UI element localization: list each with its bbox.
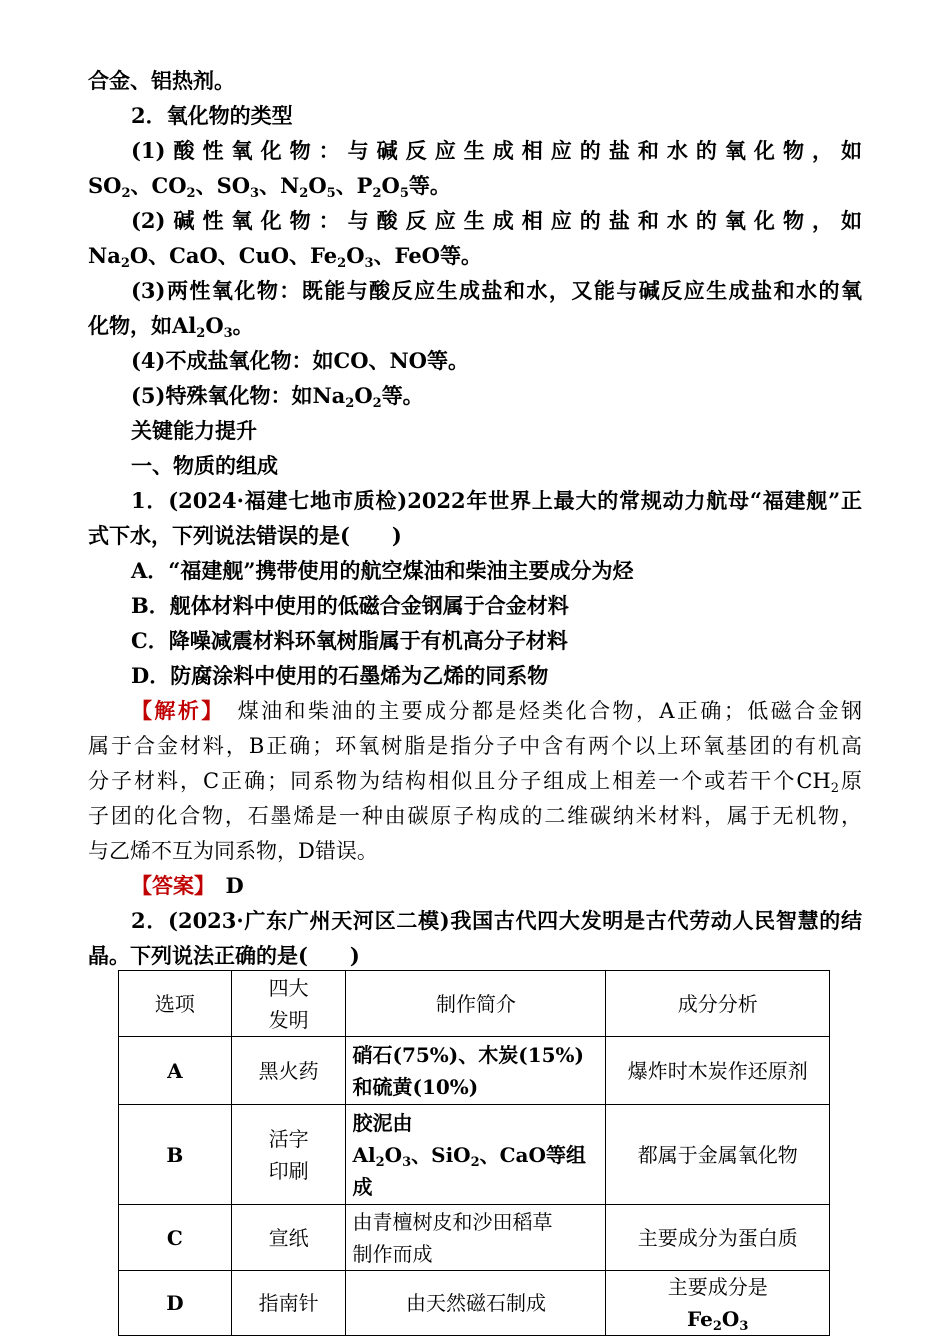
question-2-stem: 2．(2023·广东广州天河区二模)我国古代四大发明是古代劳动人民智慧的结: [131, 908, 862, 933]
inventions-table: [118, 970, 830, 1336]
analysis-label: 【解析】: [131, 698, 215, 723]
section-title: 关键能力提升: [131, 418, 257, 443]
question-1-stem: 1．(2024·福建七地市质检)2022年世界上最大的常规动力航母“福建舰”正: [131, 488, 862, 513]
option-b: B．舰体材料中使用的低磁合金钢属于合金材料: [131, 593, 569, 618]
text-line: (2)碱性氧化物：与酸反应生成相应的盐和水的氧化物，如: [131, 208, 862, 233]
analysis-line: 与乙烯不互为同系物，D错误。: [88, 839, 378, 863]
question-1-stem: 式下水，下列说法错误的是( ): [88, 523, 402, 548]
answer-line: 【答案】 D: [131, 873, 244, 898]
text-line: (5)特殊氧化物：如$Na_2O_2$等。: [131, 383, 424, 411]
header-invention: 四大 发明: [231, 971, 346, 1037]
header-intro: 制作简介: [346, 971, 606, 1037]
text-line: $SO_2$、$CO_2$、$SO_3$、$N_2O_5$、$P_2O_5$等。: [88, 173, 451, 201]
option-c: C．降噪减震材料环氧树脂属于有机高分子材料: [131, 628, 568, 653]
answer-label: 【答案】: [131, 873, 205, 898]
analysis-line: 分子材料，C正确；同系物为结构相似且分子组成上相差一个或若干个$CH_2$原: [88, 769, 863, 796]
option-d: D．防腐涂料中使用的石墨烯为乙烯的同系物: [131, 663, 549, 688]
analysis-line: 子团的化合物，石墨烯是一种由碳原子构成的二维碳纳米材料，属于无机物，: [88, 804, 862, 828]
analysis-line: 【解析】 煤油和柴油的主要成分都是烃类化合物，A正确；低磁合金钢: [131, 698, 863, 723]
text-line: 合金、铝热剂。: [88, 68, 235, 93]
table-row: D 指南针 由天然磁石制成 主要成分是 $Fe_2O_3$: [119, 1271, 830, 1336]
text-line: 化物，如$Al_2O_3$。: [88, 313, 254, 341]
question-2-stem: 晶。下列说法正确的是( ): [88, 943, 360, 968]
text-line: (3)两性氧化物：既能与酸反应生成盐和水，又能与碱反应生成盐和水的氧: [131, 278, 862, 303]
table-header-row: [119, 971, 830, 1037]
text-line: (1)酸性氧化物：与碱反应生成相应的盐和水的氧化物，如: [131, 138, 862, 163]
text-line: (4)不成盐氧化物：如CO、NO等。: [131, 348, 469, 373]
analysis-line: 属于合金材料，B正确；环氧树脂是指分子中含有两个以上环氧基团的有机高: [88, 734, 862, 758]
heading-oxide-types: 2．氧化物的类型: [131, 103, 293, 128]
table-row: A 黑火药 硝石(75%)、木炭(15%) 和硫黄(10%) 爆炸时木炭作还原剂: [119, 1037, 830, 1105]
table-row: B 活字 印刷 胶泥由 $Al_2O_3$、SiO$_2$、CaO等组 成 都属于金属氧化物: [119, 1105, 830, 1205]
header-option: 选项: [119, 971, 232, 1037]
text-line: $Na_2O$、CaO、CuO、$Fe_2O_3$、FeO等。: [88, 243, 482, 271]
option-a: A．“福建舰”携带使用的航空煤油和柴油主要成分为烃: [131, 558, 634, 583]
table-row: C 宣纸 由青檀树皮和沙田稻草 制作而成 主要成分为蛋白质: [119, 1205, 830, 1271]
section-subtitle: 一、物质的组成: [131, 453, 278, 478]
header-analysis: 成分分析: [606, 971, 830, 1037]
